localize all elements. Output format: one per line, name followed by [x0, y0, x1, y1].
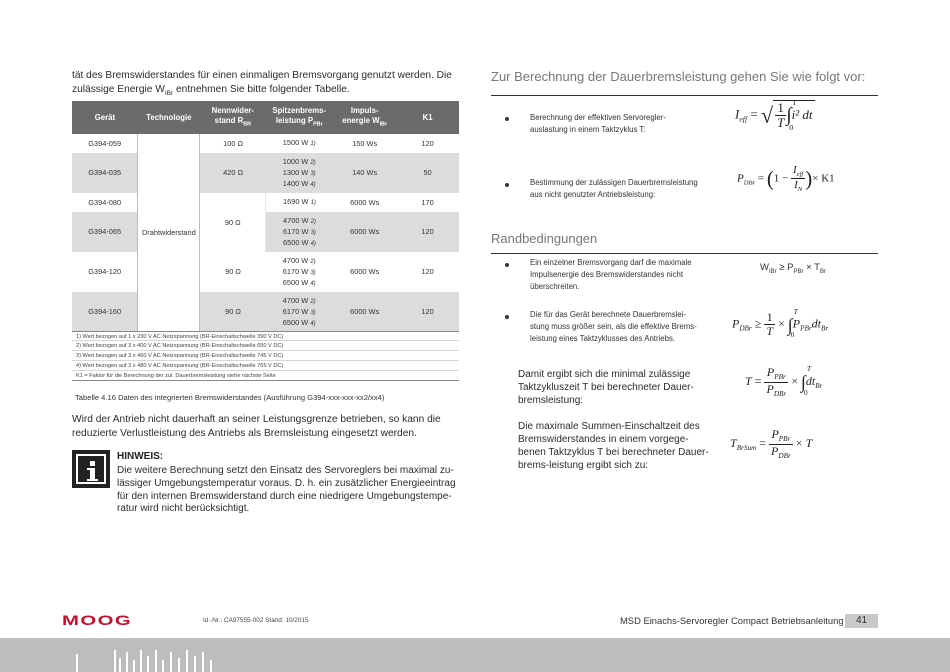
divider — [491, 253, 878, 254]
footer-bar — [0, 638, 950, 672]
footnote: 2) Wert bezogen auf 3 x 400 V AC Netzspannung (BR-Einschaltschwelle 650 V DC) — [72, 341, 459, 351]
table-row — [72, 212, 459, 252]
text-line: Impulsenergie des Bremswiderstandes nicht — [530, 270, 683, 279]
cell-k1: 120 — [421, 138, 434, 148]
text-sum-on-time — [518, 420, 709, 472]
intro-line-2: zulässige Energie $W_{IBr}$ entnehmen Sie bitte folgender Tabelle. — [72, 84, 350, 98]
cell-geraet: G394-160 — [72, 292, 138, 332]
formula-wibr: $W_{IBr} \ge P_{PBr} \times T_{Br}$ — [760, 262, 826, 275]
page-number: 41 — [845, 614, 878, 628]
heading-dauerbremsleistung: Zur Berechnung der Dauerbremsleistung gehen Sie wie folgt vor: — [491, 69, 866, 84]
paragraph-2-line-1: Wird der Antrieb nicht dauerhaft an seiner Leistungsgrenze betrieben, so kann die — [72, 414, 441, 425]
cell-spitzenbremsleistung: 1500 W 1) — [282, 138, 316, 147]
bullet-icon — [505, 183, 509, 187]
footnote: 1) Wert bezogen auf 1 x 230 V AC Netzspannung (BR-Einschaltschwelle 390 V DC) — [72, 331, 459, 341]
paragraph-2-line-2: reduzierte Verlustleistung des Antriebs als Bremsleistung eingesetzt werden. — [72, 428, 417, 439]
text-line: Berechnung der effektiven Servoregler- — [530, 113, 666, 122]
text-line: Damit ergibt sich die minimal zulässige — [518, 369, 691, 380]
footnote: 4) Wert bezogen auf 3 x 480 V AC Netzspannung (BR-Einschaltschwelle 765 V DC) — [72, 361, 459, 371]
hint-text — [117, 465, 462, 516]
document-id: Id.-Nr.: CA97555-002 Stand: 10/2015 — [203, 617, 309, 624]
text-line: benen Taktzyklus T bei berechneter Dauer- — [518, 447, 709, 458]
formula-ieff: $I_{eff}$ = √ $\frac{1}{T}$ ∫ T 0 i² dt — [735, 98, 813, 132]
cell-spitzenbremsleistung: 4700 W 2) 6170 W 3) 6500 W 4) — [282, 255, 316, 287]
cell-geraet: G394-059 — [88, 138, 122, 148]
text-line: Bestimmung der zulässigen Dauerbremsleistung — [530, 178, 698, 187]
cell-impulsenergie: 6000 Ws — [350, 197, 380, 207]
bullet-2-text — [530, 177, 698, 201]
table-row — [72, 153, 459, 193]
text-line: bremsleistung: — [518, 395, 584, 406]
cell-spitzenbremsleistung: 4700 W 2) 6170 W 3) 6500 W 4) — [266, 212, 333, 252]
col-header-impulsenergie: Impuls- energie $W_{IBr}$ — [333, 101, 397, 134]
brake-resistor-table — [72, 101, 459, 332]
bullet-3-text — [530, 257, 692, 293]
moog-logo: MOOG — [62, 612, 133, 628]
footnote: 3) Wert bezogen auf 3 x 460 V AC Netzspannung (BR-Einschaltschwelle 745 V DC) — [72, 351, 459, 361]
cell-impulsenergie: 140 Ws — [333, 153, 397, 193]
info-icon — [72, 450, 110, 488]
text-line: Bremswiderstandes in einem vorgege- — [518, 434, 689, 445]
col-header-spitzenbremsleistung: Spitzenbrems- leistung $P_{PBr}$ — [266, 101, 333, 134]
intro-paragraph — [72, 69, 462, 101]
hint-line: ratur wird nicht berücksichtigt. — [117, 503, 250, 515]
manual-title: MSD Einachs-Servoregler Compact Betriebsanleitung — [620, 615, 844, 626]
text-line: Die maximale Summen-Einschaltzeit des — [518, 421, 700, 432]
footnote: K1 = Faktor für die Berechnung der zul. Dauerbremsleistung siehe nächste Seite — [72, 371, 459, 381]
cell-nennwiderstand: 90 Ω — [225, 267, 241, 276]
hint-line: lässiger Umgebungstemperatur voraus. D. h. ein zusätzlicher Energieeintrag — [117, 477, 456, 489]
bullet-4-text — [530, 309, 697, 345]
text-line: leistung eines Taktzyklusses des Antriebs. — [530, 334, 676, 343]
cell-k1: 170 — [421, 197, 434, 207]
cell-geraet: G394-120 — [88, 267, 122, 276]
table-row — [72, 292, 459, 332]
table-footnotes — [72, 331, 459, 381]
col-header-geraet: Gerät — [72, 101, 138, 134]
formula-pdbr-condition: $P_{DBr}$ ≥ $\frac{1}{T}$ × ∫ T 0 $P_{PBr}dt_{Br}$ — [732, 307, 829, 340]
cell-nennwiderstand: 420 Ω — [200, 153, 266, 193]
text-line: brems-leistung ergibt sich zu: — [518, 460, 649, 471]
cell-impulsenergie: 150 Ws — [352, 138, 378, 148]
cell-k1: 120 — [397, 212, 459, 252]
formula-tbrsum: $T_{BrSum}$ = $\frac{P_{PBr}}{P_{DBr}}$ × T — [730, 427, 813, 460]
bullet-1-text — [530, 112, 666, 136]
cell-nennwiderstand: 90 Ω — [200, 193, 266, 252]
paragraph-2 — [72, 413, 462, 441]
cell-nennwiderstand: 90 Ω — [200, 292, 266, 332]
cell-k1: 50 — [397, 153, 459, 193]
heading-randbedingungen: Randbedingungen — [491, 231, 598, 246]
formula-t-min: T = $\frac{P_{PBr}}{P_{DBr}}$ × ∫ T 0 $dt_{Br}$ — [745, 365, 823, 398]
table-row — [72, 134, 459, 153]
cell-nennwiderstand: 100 Ω — [223, 138, 244, 148]
cell-spitzenbremsleistung: 1000 W 2) 1300 W 3) 1400 W 4) — [266, 153, 333, 193]
table-row — [72, 252, 459, 292]
col-header-technologie: Technologie — [138, 101, 200, 134]
intro-line-1: tät des Bremswiderstandes für einen einmaligen Bremsvorgang genutzt werden. Die — [72, 70, 452, 81]
text-line: stung muss größer sein, als die effektive Brems- — [530, 322, 697, 331]
cell-spitzenbremsleistung: 1690 W 1) — [283, 197, 316, 206]
cell-geraet: G394-080 — [88, 197, 122, 207]
table-header-row — [72, 101, 459, 134]
cell-k1: 120 — [421, 267, 434, 276]
text-line: auslastung in einem Taktzyklus T: — [530, 125, 646, 134]
hint-line: für den internen Bremswiderstand durch eine niedrigere Umgebungstempe- — [117, 490, 452, 502]
bullet-icon — [505, 315, 509, 319]
text-line: Ein einzelner Bremsvorgang darf die maximale — [530, 258, 692, 267]
table-caption: Tabelle 4.16 Daten des integrierten Bremswiderstandes (Ausführung G394-xxx-xxx-xx2/xx4) — [75, 393, 385, 402]
bullet-icon — [505, 117, 509, 121]
cell-spitzenbremsleistung: 4700 W 2) 6170 W 3) 6500 W 4) — [266, 292, 333, 332]
cell-impulsenergie: 6000 Ws — [333, 292, 397, 332]
cell-impulsenergie: 6000 Ws — [350, 267, 380, 276]
cell-geraet: G394-065 — [72, 212, 138, 252]
formula-pdbr: $P_{DBr} = (1$ − $\frac{I_{eff}}{I_N}$ )× K1 — [737, 164, 835, 194]
text-line: Taktzykluszeit T bei berechneter Dauer- — [518, 382, 694, 393]
text-line: aus nicht genutzter Antriebsleistung: — [530, 190, 656, 199]
text-line: Die für das Gerät berechnete Dauerbremslei- — [530, 310, 687, 319]
bullet-icon — [505, 263, 509, 267]
cell-impulsenergie: 6000 Ws — [333, 212, 397, 252]
hint-line: Die weitere Berechnung setzt den Einsatz des Servoreglers bei maximal zu- — [117, 465, 454, 476]
hint-title: HINWEIS: — [117, 451, 164, 462]
text-min-cycle — [518, 368, 694, 407]
table-row — [72, 193, 459, 212]
col-header-k1: K1 — [397, 101, 459, 134]
cell-geraet: G394-035 — [72, 153, 138, 193]
col-header-nennwiderstand: Nennwider- stand $R_{BR}$ — [200, 101, 266, 134]
cell-technologie: Drahtwiderstand — [138, 134, 200, 332]
text-line: überschreiten. — [530, 282, 580, 291]
divider — [491, 95, 878, 96]
cell-k1: 120 — [397, 292, 459, 332]
